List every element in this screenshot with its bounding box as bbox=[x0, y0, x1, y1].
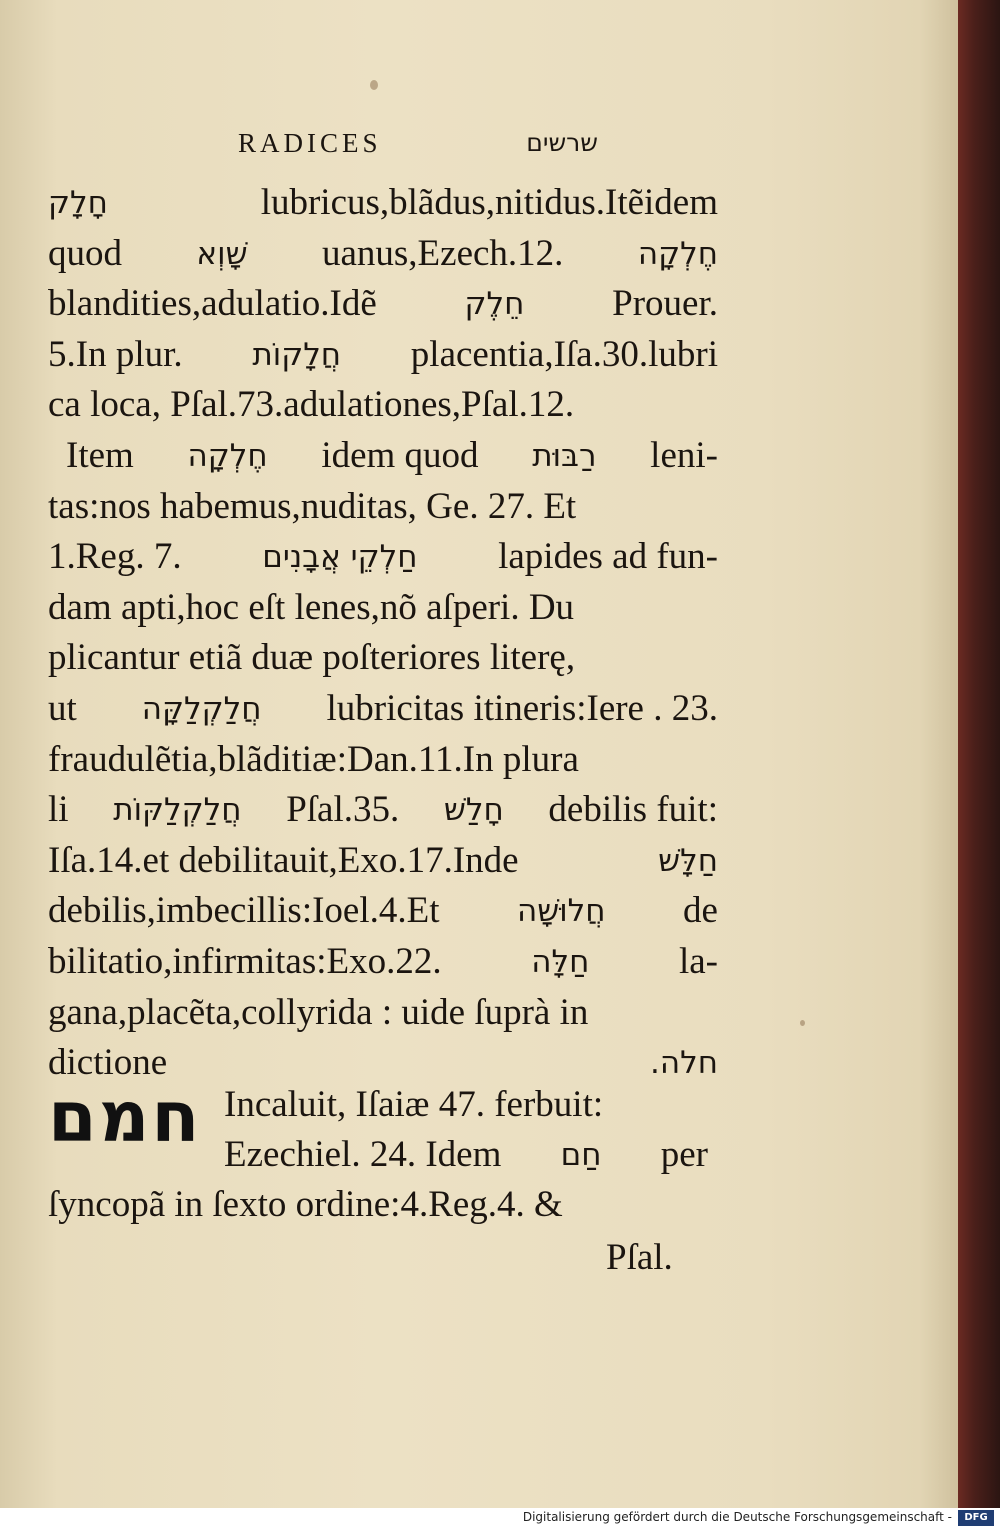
hebrew-word: חלה. bbox=[650, 1045, 718, 1082]
text-segment: tas:nos habemus,nuditas, Ge. 27. Et bbox=[48, 485, 577, 527]
text-segment: de bbox=[683, 890, 718, 932]
text-segment: 5.In plur. bbox=[48, 333, 183, 375]
text-line bbox=[48, 1130, 708, 1180]
text-segment: dictione bbox=[48, 1042, 168, 1084]
header-latin-title: RADICES bbox=[238, 128, 382, 158]
text-line bbox=[48, 532, 718, 583]
footer-bar bbox=[0, 1508, 1000, 1529]
text-line bbox=[48, 583, 718, 634]
hebrew-word: רַבּוּת bbox=[532, 437, 597, 474]
text-line bbox=[48, 380, 718, 431]
hebrew-word: חַלְקֵי אֲבָנִים bbox=[262, 539, 418, 576]
body-text bbox=[48, 178, 718, 1089]
text-segment: Ezechiel. 24. Idem bbox=[224, 1134, 502, 1175]
text-line bbox=[48, 988, 718, 1039]
text-segment: idem quod bbox=[321, 434, 479, 476]
digitization-credit: Digitalisierung gefördert durch die Deutsche Forschungsgemeinschaft - bbox=[522, 1510, 952, 1524]
text-line bbox=[48, 633, 718, 684]
catchword: Pſal. bbox=[606, 1237, 673, 1278]
running-header bbox=[230, 128, 610, 168]
text-segment: Incaluit, Iſaiæ 47. ferbuit: bbox=[224, 1084, 604, 1125]
hebrew-word: חַלָּה bbox=[531, 943, 590, 980]
dfg-logo: DFG bbox=[958, 1510, 994, 1526]
text-segment: la- bbox=[678, 940, 718, 982]
hebrew-word: חֲלָקוֹת bbox=[252, 336, 342, 373]
page-stain bbox=[800, 1020, 805, 1026]
text-segment: fraudulẽtia,blãditiæ:Dan.11.In plura bbox=[48, 738, 579, 780]
text-line bbox=[48, 886, 718, 937]
hebrew-word: חַלָּשׁ bbox=[658, 842, 718, 879]
page-stain bbox=[370, 80, 378, 90]
text-segment: dam apti,hoc eſt lenes,nõ aſperi. Du bbox=[48, 586, 575, 628]
hebrew-word: חַם bbox=[560, 1137, 602, 1173]
hebrew-word: חָלַשׁ bbox=[443, 792, 504, 829]
text-segment: lubricus,blãdus,nitidus.Itẽidem bbox=[260, 182, 718, 223]
text-line bbox=[48, 735, 718, 786]
text-segment: lubricitas itineris:Iere . 23. bbox=[326, 687, 718, 729]
entry-text bbox=[48, 1080, 708, 1230]
text-segment: debilis fuit: bbox=[548, 789, 718, 831]
text-line bbox=[48, 785, 718, 836]
text-segment: leni- bbox=[650, 434, 718, 476]
hebrew-word: שָׁוְא bbox=[196, 235, 248, 272]
text-segment: ut bbox=[48, 687, 77, 729]
text-line bbox=[48, 1080, 708, 1130]
text-segment: Item bbox=[66, 434, 134, 476]
text-segment: ca loca, Pſal.73.adulationes,Pſal.12. bbox=[48, 384, 575, 426]
text-segment: gana,placẽta,collyrida : uide ſuprà in bbox=[48, 991, 589, 1033]
text-segment: Iſa.14.et debilitauit,Exo.17.Inde bbox=[48, 839, 519, 881]
text-segment: uanus,Ezech.12. bbox=[321, 232, 564, 274]
text-segment: li bbox=[48, 789, 69, 831]
hebrew-word: חֲלוּשָׁה bbox=[517, 893, 606, 930]
entry-heading-hebrew: חמם bbox=[48, 1076, 202, 1158]
text-line bbox=[48, 937, 718, 988]
text-segment: per bbox=[660, 1134, 708, 1175]
text-line bbox=[48, 836, 718, 887]
text-segment: Pſal.35. bbox=[286, 789, 400, 831]
header-hebrew-title: שרשים bbox=[526, 128, 598, 157]
text-line bbox=[48, 1180, 708, 1230]
text-line bbox=[48, 229, 718, 280]
text-segment: lapides ad fun- bbox=[498, 536, 718, 578]
text-line bbox=[48, 684, 718, 735]
text-segment: placentia,Iſa.30.lubri bbox=[410, 333, 718, 375]
text-segment: plicantur etiã duæ poſteriores literę, bbox=[48, 637, 576, 679]
text-line bbox=[48, 482, 718, 533]
text-line bbox=[48, 330, 718, 381]
hebrew-word: חֶלְקָה bbox=[637, 235, 718, 272]
text-line bbox=[48, 279, 718, 330]
text-segment: debilis,imbecillis:Ioel.4.Et bbox=[48, 890, 440, 932]
hebrew-word: חָלָק bbox=[48, 185, 108, 221]
text-segment: Prouer. bbox=[612, 283, 718, 325]
hebrew-word: חֲלַקְלַקָּה bbox=[141, 690, 262, 727]
text-segment: quod bbox=[48, 232, 122, 274]
text-segment: 1.Reg. 7. bbox=[48, 536, 182, 578]
text-segment: ſyncopã in ſexto ordine:4.Reg.4. & bbox=[48, 1184, 563, 1225]
hebrew-word: חֵלֶק bbox=[464, 286, 525, 323]
book-spine bbox=[958, 0, 1000, 1508]
text-line bbox=[48, 178, 718, 229]
text-segment: blandities,adulatio.Idẽ bbox=[48, 283, 377, 325]
hebrew-word: חֲלַקְלַקּוֹת bbox=[113, 792, 242, 829]
text-segment: bilitatio,infirmitas:Exo.22. bbox=[48, 940, 442, 982]
hebrew-word: חֶלְקָה bbox=[187, 437, 268, 474]
text-line bbox=[48, 431, 718, 482]
